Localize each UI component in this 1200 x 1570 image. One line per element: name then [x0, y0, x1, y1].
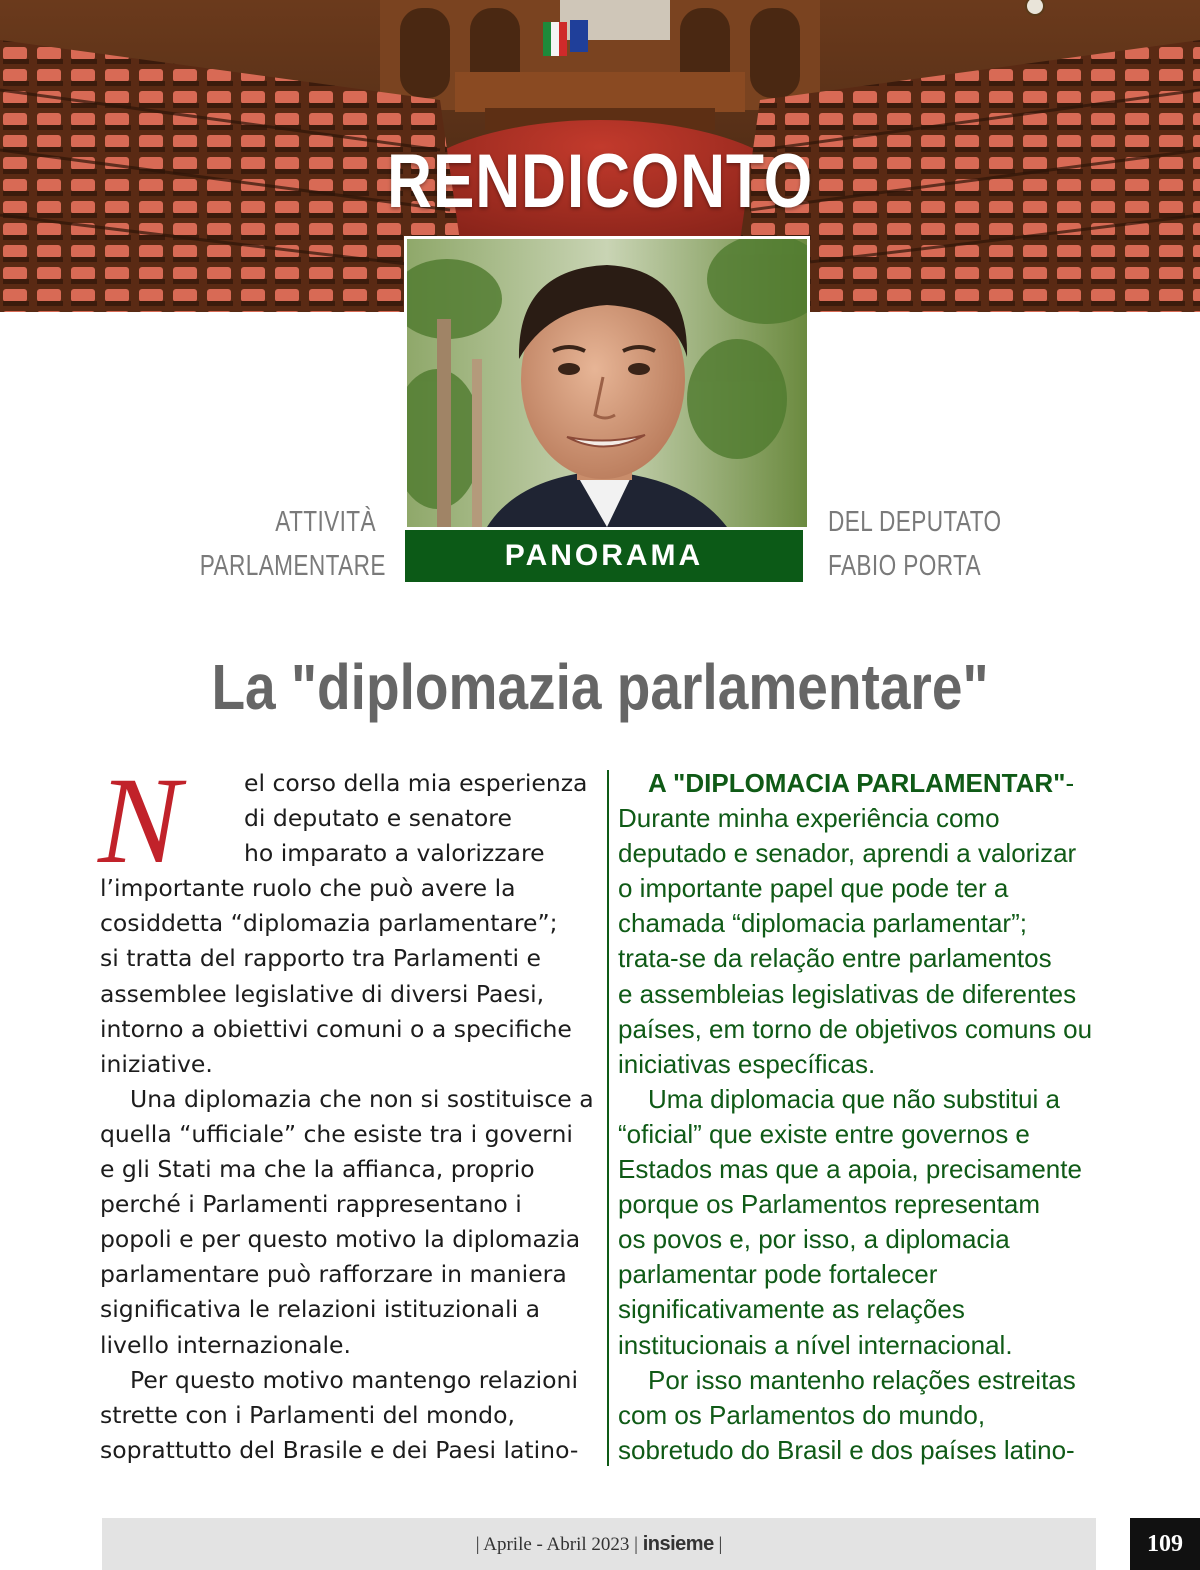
portuguese-line: com os Parlamentos do mundo, — [618, 1399, 986, 1430]
italian-line: el corso della mia esperienza — [244, 769, 588, 797]
portuguese-heading-dash: - — [1065, 768, 1075, 798]
page-number: 109 — [1130, 1518, 1200, 1570]
italian-line: ho imparato a valorizzare — [244, 839, 545, 868]
caption-left — [150, 500, 386, 588]
footer-issue: | Aprile - Abril 2023 | — [475, 1534, 638, 1555]
portuguese-column — [618, 766, 1100, 1468]
portuguese-heading-line — [618, 766, 1100, 801]
italian-line: cosiddetta “diplomazia parlamentare”; — [100, 909, 558, 938]
column-divider — [607, 770, 609, 1466]
portuguese-line: iniciativas específicas. — [618, 1048, 876, 1079]
italian-line: intorno a obiettivi comuni o a specifiche — [100, 1014, 572, 1043]
portuguese-line: parlamentar pode fortalecer — [618, 1259, 938, 1290]
italian-line: livello internazionale. — [100, 1330, 351, 1359]
portuguese-line: deputado e senador, aprendi a valorizar — [618, 838, 1077, 869]
italian-line: Per questo motivo mantengo relazioni — [130, 1365, 578, 1394]
portuguese-heading: A "DIPLOMACIA PARLAMENTAR" — [648, 768, 1066, 798]
footer-bar — [102, 1518, 1096, 1570]
section-title: RENDICONTO — [386, 139, 813, 224]
italian-line: si tratta del rapporto tra Parlamenti e — [100, 944, 541, 973]
caption-right-line-2: FABIO PORTA — [828, 550, 982, 582]
portuguese-line: Uma diplomacia que não substitui a — [648, 1083, 1060, 1114]
caption-right-line-1: DEL DEPUTATO — [828, 506, 1002, 538]
caption-left-line-2: PARLAMENTARE — [199, 550, 386, 582]
italian-line: popoli e per questo motivo la diplomazia — [100, 1225, 581, 1254]
italian-line: soprattutto del Brasile e dei Paesi latino- — [100, 1435, 579, 1464]
italian-line: e gli Stati ma che la affianca, proprio — [100, 1155, 535, 1184]
portuguese-line: Por isso mantenho relações estreitas — [648, 1364, 1076, 1395]
italian-line: di deputato e senatore — [244, 804, 512, 833]
italian-line: parlamentare può rafforzare in maniera — [100, 1260, 567, 1289]
italian-line: significativa le relazioni istituzionali a — [100, 1295, 540, 1324]
author-portrait — [404, 236, 810, 530]
italian-column — [98, 752, 594, 1468]
italian-line: perché i Parlamenti rappresentano i — [100, 1190, 522, 1219]
caption-left-line-1: ATTIVITÀ — [275, 506, 376, 538]
portuguese-line: chamada “diplomacia parlamentar”; — [618, 908, 1027, 939]
portuguese-line: Durante minha experiência como — [618, 803, 1000, 834]
portuguese-line: e assembleias legislativas de diferentes — [618, 978, 1077, 1009]
portuguese-line: Estados mas que a apoia, precisamente — [618, 1154, 1082, 1185]
footer-end-bar: | — [718, 1534, 723, 1555]
portuguese-line: porque os Parlamentos representam — [618, 1189, 1041, 1220]
portuguese-line: significativamente as relações — [618, 1294, 965, 1325]
portuguese-line: o importante papel que pode ter a — [618, 873, 1009, 904]
portuguese-line: institucionais a nível internacional. — [618, 1329, 1013, 1360]
italian-line: iniziative. — [100, 1049, 213, 1078]
italian-line: assemblee legislative di diversi Paesi, — [100, 979, 545, 1008]
caption-right — [828, 500, 1068, 588]
italian-line: strette con i Parlamenti del mondo, — [100, 1400, 515, 1429]
article-headline: La "diplomazia parlamentare" — [211, 651, 989, 723]
portuguese-line: sobretudo do Brasil e dos países latino- — [618, 1434, 1075, 1465]
drop-cap: N — [98, 752, 181, 889]
italian-line: l’importante ruolo che può avere la — [100, 874, 516, 903]
italian-line: Una diplomazia che non si sostituisce a — [130, 1084, 594, 1113]
portuguese-line: os povos e, por isso, a diplomacia — [618, 1224, 1010, 1255]
panorama-badge: PANORAMA — [405, 530, 803, 582]
portuguese-line: “oficial” que existe entre governos e — [618, 1118, 1030, 1149]
portuguese-line: países, em torno de objetivos comuns ou — [618, 1013, 1093, 1044]
portuguese-line: trata-se da relação entre parlamentos — [618, 943, 1052, 974]
italian-line: quella “ufficiale” che esiste tra i governi — [100, 1119, 573, 1148]
footer-brand: insieme — [642, 1533, 714, 1555]
